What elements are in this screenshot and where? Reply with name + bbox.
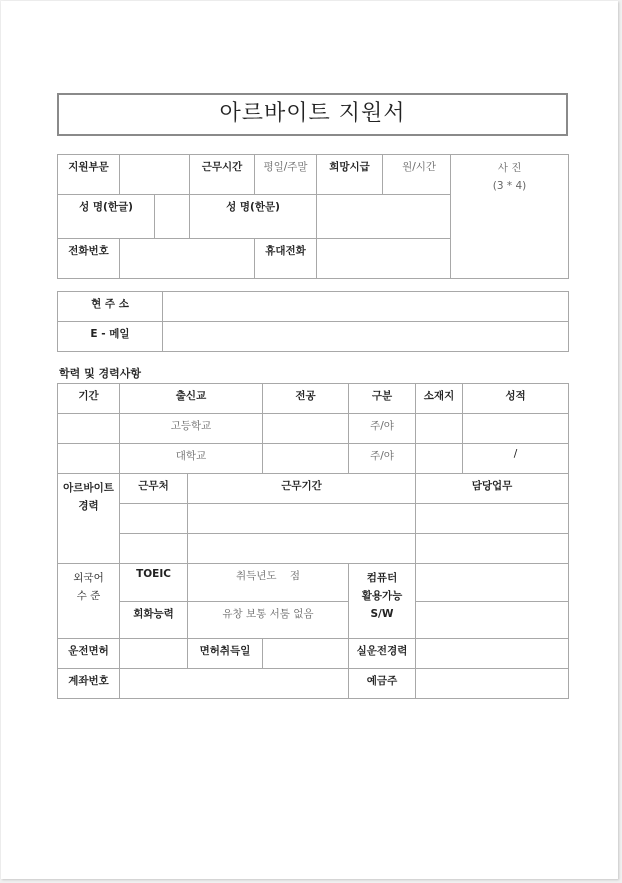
work-time-label: 근무시간 <box>190 155 255 195</box>
phone-field[interactable] <box>120 239 255 279</box>
workplace-field[interactable] <box>120 504 188 534</box>
photo-size: (3 * 4) <box>492 180 527 192</box>
license-label: 운전면허 <box>58 639 120 669</box>
workplace-field[interactable] <box>120 534 188 564</box>
period-field[interactable] <box>58 414 120 444</box>
account-label: 계좌번호 <box>58 669 120 699</box>
type-field[interactable]: 주/야 <box>349 414 416 444</box>
header-workplace: 근무처 <box>120 474 188 504</box>
header-location: 소재지 <box>416 384 463 414</box>
table-row <box>58 504 569 534</box>
license-date-label: 면허취득일 <box>188 639 263 669</box>
computer-field-2[interactable] <box>416 602 569 639</box>
duty-field[interactable] <box>416 504 569 534</box>
dept-field[interactable] <box>120 155 190 195</box>
table-row <box>58 414 569 444</box>
type-field[interactable]: 주/야 <box>349 444 416 474</box>
work-period-field[interactable] <box>188 534 416 564</box>
location-field[interactable] <box>416 414 463 444</box>
email-label: E - 메일 <box>58 322 163 352</box>
history-table <box>57 383 569 699</box>
header-major: 전공 <box>263 384 349 414</box>
table-row <box>58 444 569 474</box>
wage-field[interactable]: 원/시간 <box>383 155 451 195</box>
driving-exp-label: 실운전경력 <box>349 639 416 669</box>
address-field[interactable] <box>163 292 569 322</box>
dept-label: 지원부문 <box>58 155 120 195</box>
computer-label: 컴퓨터 활용가능 S/W <box>349 564 416 639</box>
major-field[interactable] <box>263 414 349 444</box>
conversation-label: 회화능력 <box>120 602 188 639</box>
wage-label: 희망시급 <box>317 155 383 195</box>
location-field[interactable] <box>416 444 463 474</box>
license-field[interactable] <box>120 639 188 669</box>
computer-field-1[interactable] <box>416 564 569 602</box>
work-time-field[interactable]: 평일/주말 <box>255 155 317 195</box>
name-kr-label: 성 명(한글) <box>58 195 155 239</box>
school-field[interactable]: 대학교 <box>120 444 263 474</box>
basic-info-table <box>57 154 569 279</box>
work-period-field[interactable] <box>188 504 416 534</box>
license-date-field[interactable] <box>263 639 349 669</box>
career-label: 아르바이트 경력 <box>58 474 120 564</box>
school-field[interactable]: 고등학교 <box>120 414 263 444</box>
history-section-title: 학력 및 경력사항 <box>59 367 142 380</box>
duty-field[interactable] <box>416 534 569 564</box>
driving-exp-field[interactable] <box>416 639 569 669</box>
header-school: 출신교 <box>120 384 263 414</box>
header-duty: 담당업무 <box>416 474 569 504</box>
form-title: 아르바이트 지원서 <box>57 93 568 136</box>
email-field[interactable] <box>163 322 569 352</box>
period-field[interactable] <box>58 444 120 474</box>
table-row <box>58 534 569 564</box>
phone-label: 전화번호 <box>58 239 120 279</box>
holder-label: 예금주 <box>349 669 416 699</box>
photo-label: 사 진 <box>497 162 522 174</box>
header-work-period: 근무기간 <box>188 474 416 504</box>
name-hanja-field[interactable] <box>317 195 451 239</box>
account-field[interactable] <box>120 669 349 699</box>
toeic-field[interactable]: 취득년도 점 <box>188 564 349 602</box>
mobile-label: 휴대전화 <box>255 239 317 279</box>
grade-field[interactable] <box>463 414 569 444</box>
grade-field[interactable]: / <box>463 444 569 474</box>
name-kr-field[interactable] <box>155 195 190 239</box>
language-label: 외국어 수 준 <box>58 564 120 639</box>
name-hanja-label: 성 명(한문) <box>190 195 317 239</box>
document-page <box>1 1 618 879</box>
photo-box[interactable] <box>451 155 569 279</box>
conversation-field[interactable]: 유창 보통 서툼 없음 <box>188 602 349 639</box>
address-label: 현 주 소 <box>58 292 163 322</box>
header-type: 구분 <box>349 384 416 414</box>
header-grade: 성적 <box>463 384 569 414</box>
contact-table <box>57 291 569 352</box>
toeic-label: TOEIC <box>120 564 188 602</box>
mobile-field[interactable] <box>317 239 451 279</box>
major-field[interactable] <box>263 444 349 474</box>
header-period: 기간 <box>58 384 120 414</box>
holder-field[interactable] <box>416 669 569 699</box>
